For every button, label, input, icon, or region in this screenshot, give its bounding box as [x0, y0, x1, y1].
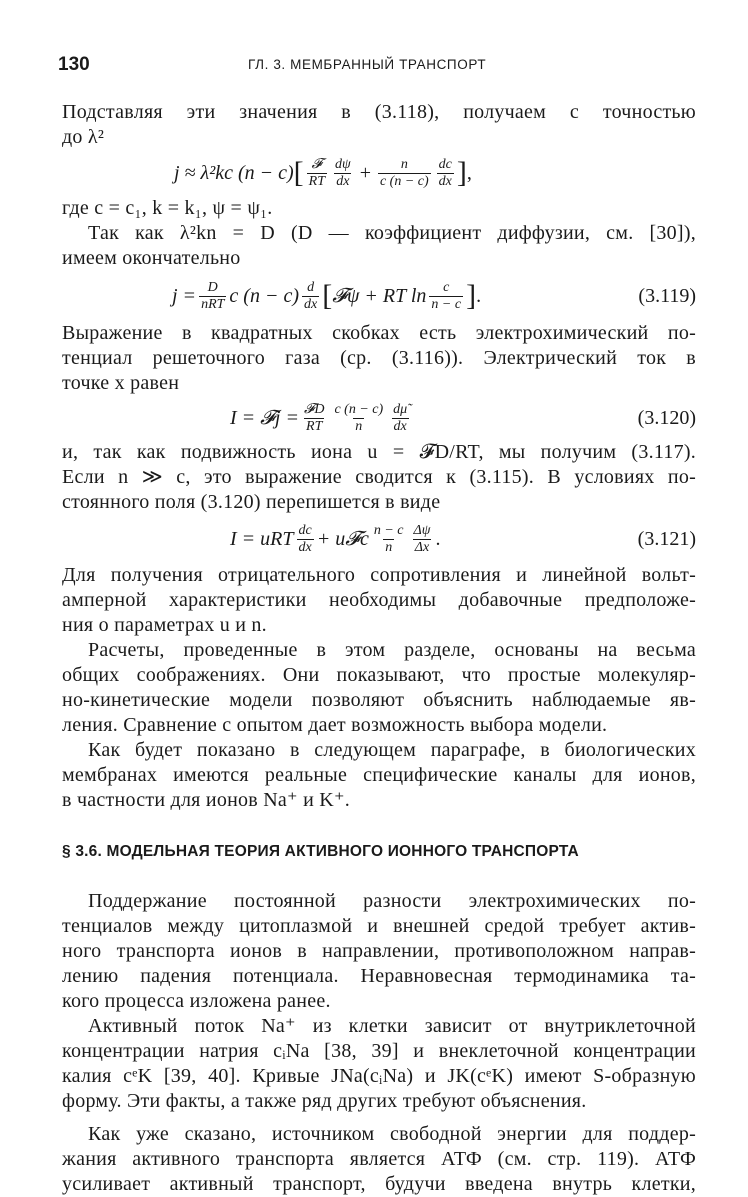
- eq-lhs: j =: [172, 284, 197, 307]
- bracket-close: ]: [466, 279, 477, 312]
- running-head: [58, 48, 696, 80]
- text-line: тенциал решеточного газа (ср. (3.116)). Электрический ток в: [62, 347, 696, 369]
- page: [58, 48, 696, 1197]
- paragraph-9: [62, 1014, 696, 1114]
- text-line: ления. Сравнение с опытом дает возможность выбора модели.: [62, 714, 608, 736]
- punctuation: .: [476, 284, 482, 307]
- equation-number: (3.121): [637, 527, 696, 550]
- paragraph-5: [62, 563, 696, 638]
- fraction: $\frac{dc}{dx}$: [298, 522, 312, 555]
- punctuation: ,: [466, 161, 472, 184]
- text-line: Расчеты, проведенные в этом разделе, основаны на весьма: [88, 639, 696, 661]
- text-line: мембранах имеются реальные специфические каналы для ионов,: [62, 764, 696, 786]
- plus-sign: +: [359, 161, 371, 184]
- text-line: Поддержание постоянной разности электрохимических по-: [88, 890, 696, 912]
- text-line: лению падения потенциала. Неравновесная термодинамика та-: [62, 965, 696, 987]
- punctuation: .: [435, 527, 441, 550]
- fraction: $\frac{\Delta\psi}{\Delta x}$: [413, 522, 431, 555]
- text-line: калия cᵉK [39, 40]. Кривые JNa(cᵢNa) и JK(cᵉK) имеют S-образную: [62, 1065, 696, 1087]
- fraction: $\frac{dc}{dx}$: [438, 156, 452, 189]
- text-line: ного транспорта ионов в направлении, противоположном направ-: [62, 940, 696, 962]
- text-line: Как будет показано в следующем параграфе, в биологических: [88, 739, 696, 761]
- paragraph-10: [62, 1122, 696, 1197]
- text-line: кого процесса изложена ранее.: [62, 990, 331, 1012]
- fraction: $\frac{n - c}{n}$: [373, 522, 404, 555]
- eq-term: + u𝓕c: [316, 527, 369, 550]
- text-line: жания активного транспорта является АТФ (см. стр. 119). АТФ: [62, 1148, 696, 1170]
- equation-number: (3.119): [638, 284, 696, 307]
- text-line: Так как λ²kn = D (D — коэффициент диффузии, см. [30]),: [88, 222, 696, 244]
- paragraph-1: [62, 100, 696, 150]
- text-line: Подставляя эти значения в (3.118), получаем с точностью: [62, 101, 696, 123]
- equation-3-119: [62, 271, 696, 321]
- text-line: амперной характеристики необходимы добавочные предположе-: [62, 589, 696, 611]
- text-line: стоянного поля (3.120) перепишется в виде: [62, 491, 441, 513]
- text-line: концентрации натрия cᵢNa [38, 39] и внеклеточной концентрации: [62, 1040, 696, 1062]
- text-line: до λ²: [62, 126, 105, 148]
- text-line: имеем окончательно: [62, 247, 241, 269]
- text-line: форму. Эти факты, а также ряд других требуют объяснения.: [62, 1090, 587, 1112]
- paragraph-7: [62, 738, 696, 813]
- equation-number: (3.120): [637, 406, 696, 429]
- text-line: общих соображениях. Они показывают, что простые молекуляр-: [62, 664, 696, 686]
- bracket-close: ]: [456, 156, 467, 189]
- eq-lhs: j ≈ λ²kc (n − c): [174, 161, 294, 184]
- fraction: $\frac{c (n - c)}{n}$: [334, 401, 384, 434]
- paragraph-3: [62, 321, 696, 396]
- fraction: $\frac{d}{dx}$: [303, 279, 318, 312]
- chapter-title: ГЛ. 3. МЕМБРАННЫЙ ТРАНСПОРТ: [248, 57, 487, 72]
- equation-j-approx: [62, 150, 696, 196]
- fraction: $\frac{d\psi}{dx}$: [334, 156, 351, 189]
- text-line: Как уже сказано, источником свободной энергии для поддер-: [88, 1123, 696, 1145]
- eq-term: c (n − c): [229, 284, 299, 307]
- paragraph-4: [62, 440, 696, 515]
- text-line: усиливает активный транспорт, будучи введена внутрь клетки,: [62, 1173, 696, 1195]
- text-line: ния о параметрах u и n.: [62, 614, 267, 636]
- fraction: $\frac{\text{𝓕D}}{RT}$: [303, 401, 325, 434]
- eq-lhs: I = 𝓕j =: [230, 406, 299, 429]
- text-line: Выражение в квадратных скобках есть электрохимический по-: [62, 322, 696, 344]
- text-line: но-кинетические модели позволяют объяснить наблюдаемые яв-: [62, 689, 696, 711]
- text-line: где c = c₁, k = k₁, ψ = ψ₁.: [62, 197, 273, 219]
- section-heading: § 3.6. МОДЕЛЬНАЯ ТЕОРИЯ АКТИВНОГО ИОННОГО ТРАНСПОРТА: [62, 843, 579, 860]
- fraction: $\frac{\text{𝓕}}{RT}$: [308, 156, 325, 189]
- page-number: 130: [58, 54, 90, 75]
- fraction: $\frac{D}{\text{nRT}}$: [201, 279, 225, 312]
- text-line: и, так как подвижность иона u = 𝓕D/RT, мы получим (3.117).: [62, 441, 696, 463]
- text-line: в частности для ионов Na⁺ и K⁺.: [62, 789, 351, 811]
- paragraph-2: [62, 196, 696, 271]
- equation-3-121: [62, 515, 696, 563]
- text-line: Для получения отрицательного сопротивления и линейной вольт-: [62, 564, 696, 586]
- eq-lhs: I = uRT: [230, 527, 294, 550]
- bracket-open: [: [322, 279, 333, 312]
- paragraph-8: [62, 889, 696, 1014]
- equation-3-120: [62, 396, 696, 440]
- eq-term: 𝓕ψ + RT ln: [332, 284, 427, 307]
- fraction: $\frac{c}{n - c}$: [431, 279, 462, 312]
- paragraph-6: [62, 638, 696, 738]
- fraction: $\frac{d\mũ}{dx}$: [393, 401, 408, 434]
- text-line: тенциалов между цитоплазмой и внешней средой требует актив-: [62, 915, 696, 937]
- text-line: Активный поток Na⁺ из клетки зависит от внутриклеточной: [88, 1015, 696, 1037]
- bracket-open: [: [293, 156, 304, 189]
- fraction: $\frac{n}{c (n - c)}$: [379, 156, 429, 189]
- text-line: точке x равен: [62, 372, 180, 394]
- text-line: Если n ≫ c, это выражение сводится к (3.115). В условиях по-: [62, 466, 696, 488]
